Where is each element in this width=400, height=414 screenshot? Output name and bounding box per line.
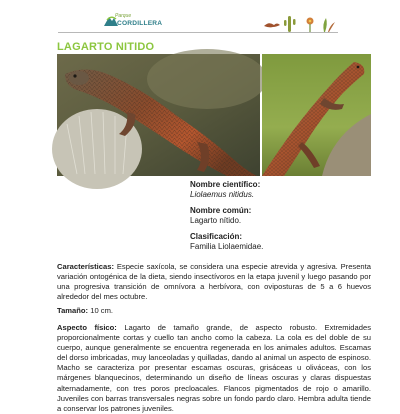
- caracteristicas-text: Especie saxícola, se considera una especie atrevida y agresiva. Presenta variación ontogénica de la dieta, siendo insectívoros en la etapa juvenil y luego pasando por una progresiva transición de omnívora a herbívora, con oviposturas de 5 a 6 huevos alrededor del mes octubre.: [57, 262, 371, 302]
- lizard-photo-right-art: [262, 54, 371, 176]
- plant-icon: [323, 18, 335, 32]
- common-name-label: Nombre común:: [190, 206, 252, 215]
- caracteristicas-label: Características:: [57, 262, 114, 271]
- aspecto-text: Lagarto de tamaño grande, de aspecto robusto. Extremidades proporcionalmente cortas y cuello tan ancho como la cabeza. La cola es del doble de su cuerpo, aunque generalmente se encuentra regenerada en los animales adultos. Escamas del dorso imbricadas, muy lanceoladas y quilladas, dando al animal un aspecto de espinoso. Macho se caracteriza por presentar escamas oscuras, grisáceas u oliváceas, con los márgenes blanquecinos, determinando un diseño de líneas oscuras y claras dispuestas alternadamente, con tres poros precloacales. Flancos pigmentados de rojo o amarillo. Juveniles con barras transversales negras sobre un fondo pardo claro. Hembra adulta tiende a conservar los patrones juveniles.: [57, 323, 371, 413]
- condor-icon: [264, 23, 280, 27]
- scientific-name-label: Nombre científico:: [190, 180, 261, 189]
- page-title: LAGARTO NITIDO: [57, 41, 155, 53]
- classification-label: Clasificación:: [190, 232, 243, 241]
- tamano-text: 10 cm.: [90, 306, 114, 315]
- aspecto-paragraph: [57, 323, 371, 413]
- cactus-icon: [284, 16, 296, 32]
- header-rule: [58, 32, 338, 33]
- lizard-photo-left: [57, 54, 260, 176]
- tamano-label: Tamaño:: [57, 306, 89, 315]
- header-decoration: [262, 12, 338, 34]
- logo-top-text: Parque: [115, 13, 132, 19]
- lizard-photo-right: [262, 54, 371, 176]
- logo-main-text: CORDILLERA: [117, 20, 163, 27]
- lizard-photo-left-art: [57, 54, 260, 176]
- tamano-paragraph: [57, 306, 371, 316]
- page-header: [0, 0, 400, 36]
- common-name-value: Lagarto nítido.: [190, 216, 242, 225]
- species-info: [190, 180, 263, 252]
- classification-value: Familia Liolaemidae.: [190, 242, 264, 251]
- aspecto-label: Aspecto físico:: [57, 323, 117, 332]
- scientific-name-value: Liolaemus nitidus.: [190, 190, 255, 199]
- caracteristicas-paragraph: [57, 262, 371, 302]
- flower-icon: [307, 18, 314, 33]
